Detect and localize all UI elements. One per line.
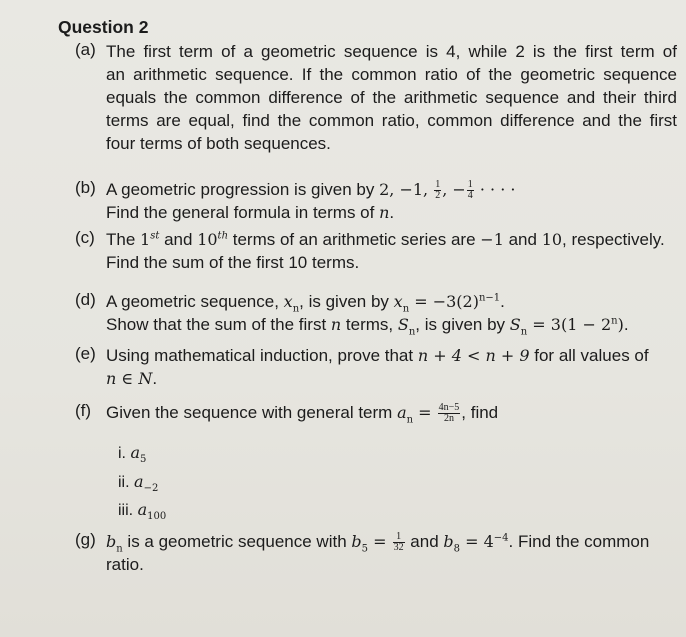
question-part bbox=[75, 290, 677, 336]
subscript: n bbox=[406, 414, 414, 426]
part-label: (f) bbox=[75, 401, 92, 420]
text-line bbox=[106, 228, 677, 251]
text-line bbox=[106, 132, 677, 155]
text-line bbox=[106, 313, 677, 336]
text-run: and bbox=[405, 532, 444, 551]
math-variable: n ∈ N bbox=[106, 369, 153, 388]
part-label: (e) bbox=[75, 344, 96, 363]
sub-item-label: ii. bbox=[118, 474, 130, 491]
question-part bbox=[75, 40, 677, 155]
text-run: . Find the common bbox=[508, 532, 650, 551]
math-expression: = 3(1 − 2 bbox=[527, 315, 612, 334]
math-variable: x bbox=[283, 292, 293, 311]
fraction-numerator: 1 bbox=[435, 179, 441, 191]
math-expression: −1 bbox=[480, 230, 504, 249]
text-run: is a geometric sequence with bbox=[122, 532, 352, 551]
math-variable: a bbox=[134, 472, 144, 491]
math-expression: = bbox=[368, 532, 392, 551]
superscript: n−1 bbox=[478, 292, 501, 304]
question-title: Question 2 bbox=[58, 17, 149, 37]
sub-item bbox=[118, 500, 167, 523]
superscript: th bbox=[217, 230, 229, 242]
text-run: Find the sum of the first 10 terms. bbox=[106, 253, 360, 272]
question-part bbox=[75, 401, 677, 424]
text-line bbox=[106, 367, 677, 390]
math-expression: = bbox=[413, 403, 437, 422]
text-line bbox=[106, 63, 677, 86]
sub-item bbox=[118, 443, 147, 466]
math-variable: x bbox=[393, 292, 403, 311]
math-variable: b bbox=[351, 532, 362, 551]
text-run: Show that the sum of the first bbox=[106, 315, 331, 334]
text-run: Find the general formula in terms of bbox=[106, 203, 380, 222]
superscript: −4 bbox=[493, 532, 509, 544]
text-run: terms are equal, find the common ratio, common difference and the first bbox=[106, 111, 677, 130]
text-run: an arithmetic sequence. If the common ratio of the geometric sequence bbox=[106, 65, 677, 84]
fraction-numerator: 4n−5 bbox=[438, 402, 460, 414]
subscript: 8 bbox=[453, 543, 461, 555]
subscript: n bbox=[520, 326, 528, 338]
math-expression: 1 bbox=[140, 230, 151, 249]
math-variable: n bbox=[379, 203, 390, 222]
subscript: −2 bbox=[143, 483, 159, 495]
part-label: (b) bbox=[75, 178, 96, 197]
text-run: . bbox=[389, 203, 395, 222]
text-run: . bbox=[623, 315, 629, 334]
math-expression: = 4 bbox=[460, 532, 494, 551]
subscript: 5 bbox=[361, 543, 368, 555]
fraction bbox=[438, 403, 461, 424]
text-run: The first term of a geometric sequence is 4, while 2 is the first term of bbox=[106, 42, 677, 61]
text-run: . bbox=[152, 369, 158, 388]
question-part bbox=[75, 344, 677, 390]
text-line bbox=[106, 251, 677, 274]
text-run: , find bbox=[461, 403, 499, 422]
superscript: n bbox=[611, 315, 618, 327]
math-variable: a bbox=[137, 500, 148, 519]
text-line bbox=[106, 290, 677, 313]
subscript: n bbox=[408, 326, 416, 338]
part-label: (d) bbox=[75, 290, 96, 309]
text-run: Given the sequence with general term bbox=[106, 403, 398, 422]
math-expression: ) bbox=[617, 315, 624, 334]
math-expression: 10 bbox=[541, 230, 563, 249]
fraction bbox=[434, 180, 441, 201]
math-variable: S bbox=[509, 315, 521, 334]
subscript: 5 bbox=[140, 454, 147, 466]
math-expression: 2, −1, bbox=[379, 180, 434, 199]
math-expression: = −3(2) bbox=[409, 292, 479, 311]
fraction-denominator: 2 bbox=[435, 190, 441, 202]
text-run: Using mathematical induction, prove that bbox=[106, 346, 418, 365]
fraction bbox=[393, 532, 405, 553]
fraction bbox=[467, 180, 474, 201]
fraction-numerator: 1 bbox=[467, 179, 473, 191]
part-label: (a) bbox=[75, 40, 96, 59]
text-line bbox=[106, 553, 677, 576]
subscript: n bbox=[116, 543, 123, 555]
sub-item-label: iii. bbox=[118, 502, 134, 519]
sub-item-label: i. bbox=[118, 445, 126, 462]
text-line bbox=[106, 530, 677, 553]
text-run: four terms of both sequences. bbox=[106, 134, 331, 153]
superscript: st bbox=[150, 230, 160, 242]
text-run: , is given by bbox=[299, 292, 394, 311]
math-expression: 10 bbox=[197, 230, 218, 249]
text-run: equals the common difference of the arithmetic sequence and their third bbox=[106, 88, 677, 107]
text-run: for all values of bbox=[529, 346, 649, 365]
fraction-denominator: 32 bbox=[393, 542, 404, 554]
math-expression: · · · · bbox=[474, 180, 516, 199]
text-line bbox=[106, 344, 677, 367]
math-variable: a bbox=[130, 443, 140, 462]
text-run: , is given by bbox=[415, 315, 510, 334]
math-variable: b bbox=[106, 532, 117, 551]
text-line bbox=[106, 201, 677, 224]
subscript: 100 bbox=[147, 511, 167, 523]
text-line bbox=[106, 86, 677, 109]
text-run: . bbox=[500, 292, 505, 311]
math-variable: a bbox=[397, 403, 407, 422]
text-line bbox=[106, 178, 677, 201]
text-run: terms, bbox=[341, 315, 398, 334]
sub-item bbox=[118, 472, 159, 495]
text-run: and bbox=[159, 230, 198, 249]
fraction-denominator: 2n bbox=[443, 413, 454, 425]
text-line bbox=[106, 40, 677, 63]
text-run: terms of an arithmetic series are bbox=[228, 230, 481, 249]
fraction-numerator: 1 bbox=[393, 532, 405, 543]
text-run: and bbox=[503, 230, 542, 249]
part-label: (g) bbox=[75, 530, 96, 549]
text-line bbox=[106, 109, 677, 132]
math-variable: S bbox=[397, 315, 409, 334]
text-line bbox=[106, 401, 677, 424]
fraction-denominator: 4 bbox=[467, 190, 473, 202]
subscript: n bbox=[402, 303, 410, 315]
math-variable: b bbox=[443, 532, 454, 551]
text-run: , respectively. bbox=[562, 230, 665, 249]
question-part bbox=[75, 178, 677, 224]
part-label: (c) bbox=[75, 228, 95, 247]
math-variable: n bbox=[330, 315, 342, 334]
question-part bbox=[75, 530, 677, 576]
text-run: A geometric sequence, bbox=[106, 292, 284, 311]
math-expression: , − bbox=[442, 180, 466, 199]
subscript: n bbox=[292, 303, 300, 315]
text-run: ratio. bbox=[106, 555, 144, 574]
text-run: The bbox=[106, 230, 141, 249]
text-run: A geometric progression is given by bbox=[106, 180, 380, 199]
question-part bbox=[75, 228, 677, 274]
math-variable: n + 4 < n + 9 bbox=[417, 346, 530, 365]
